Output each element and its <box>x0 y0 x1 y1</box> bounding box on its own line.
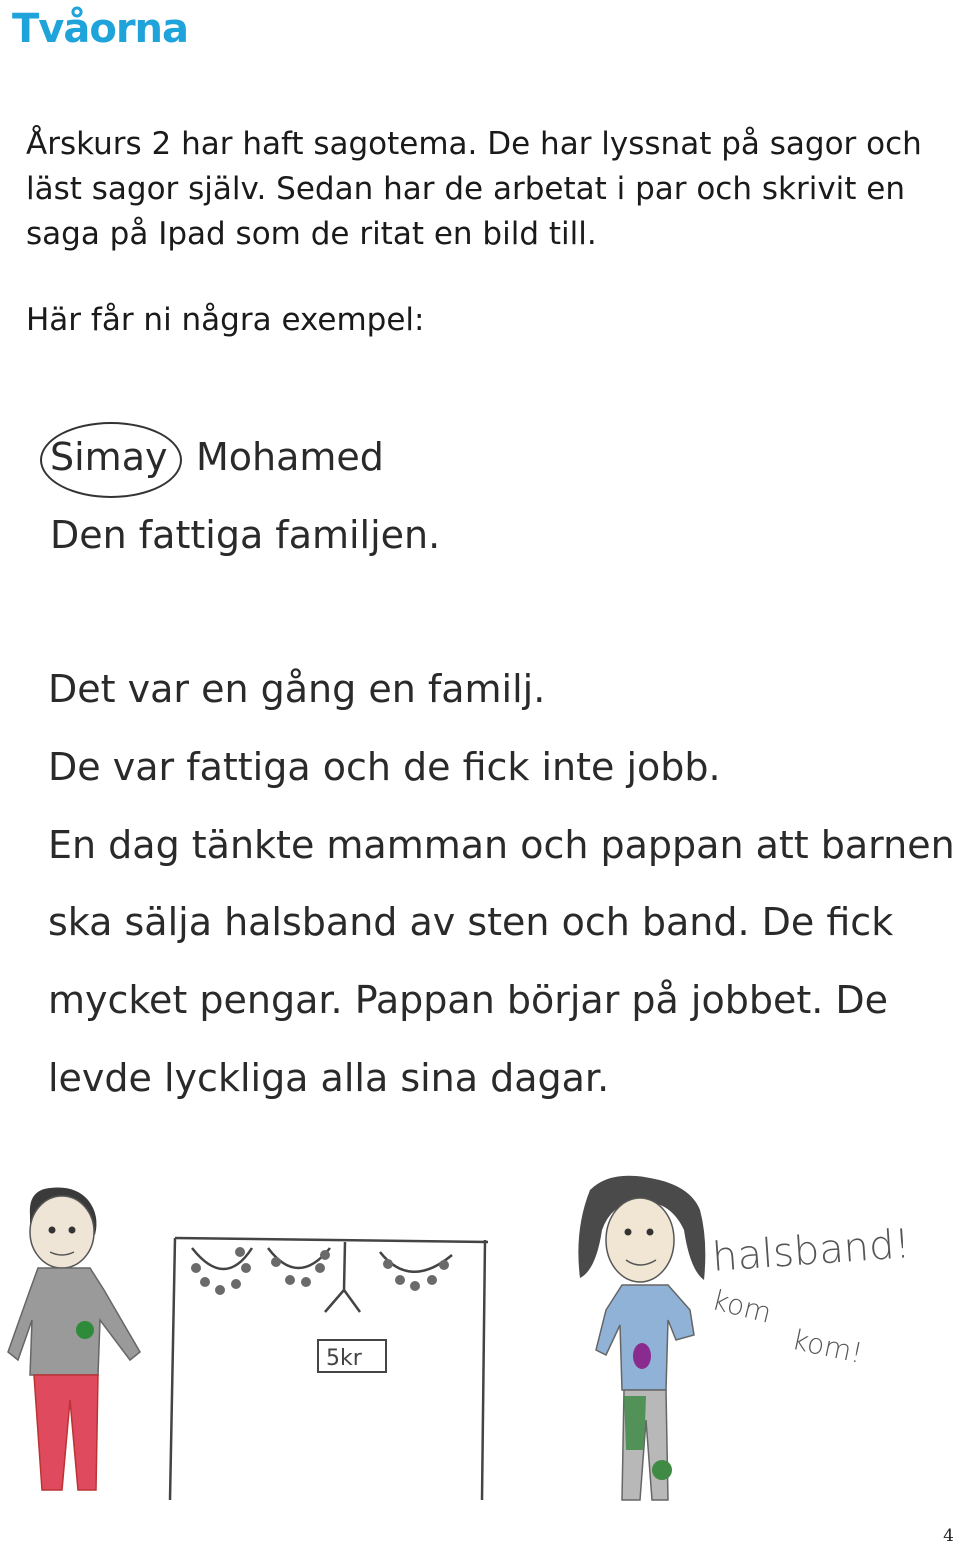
examples-label: Här får ni några exempel: <box>26 302 425 338</box>
child-figure-left <box>8 1188 140 1491</box>
story-line: ska sälja halsband av sten och band. De fick <box>48 900 894 944</box>
intro-paragraph: Årskurs 2 har haft sagotema. De har lyssnat på sagor och läst sagor själv. Sedan har de arbetat i par och skrivit en saga på Ipad som de ritat en bild till. <box>26 126 922 252</box>
story-line: levde lyckliga alla sina dagar. <box>48 1056 610 1100</box>
child-drawing <box>0 1160 960 1550</box>
author-circled-name: Simay <box>50 435 168 479</box>
story-line: De var fattiga och de fick inte jobb. <box>48 745 721 789</box>
page-number: 4 <box>943 1526 954 1546</box>
story-line: En dag tänkte mamman och pappan att barnen <box>48 823 955 867</box>
story-title: Den fattiga familjen. <box>50 513 441 557</box>
speech-kom-2: kom! <box>789 1322 866 1371</box>
speech-kom-1: kom <box>708 1283 775 1330</box>
story-line: Det var en gång en familj. <box>48 667 546 711</box>
price-sign-text: 5kr <box>326 1346 362 1371</box>
author-other-name: Mohamed <box>196 435 384 479</box>
story-line: mycket pengar. Pappan börjar på jobbet. De <box>48 978 889 1022</box>
child-figure-right <box>578 1176 705 1500</box>
logo: Tvåorna <box>12 6 189 52</box>
speech-halsband: halsband! <box>710 1221 912 1281</box>
